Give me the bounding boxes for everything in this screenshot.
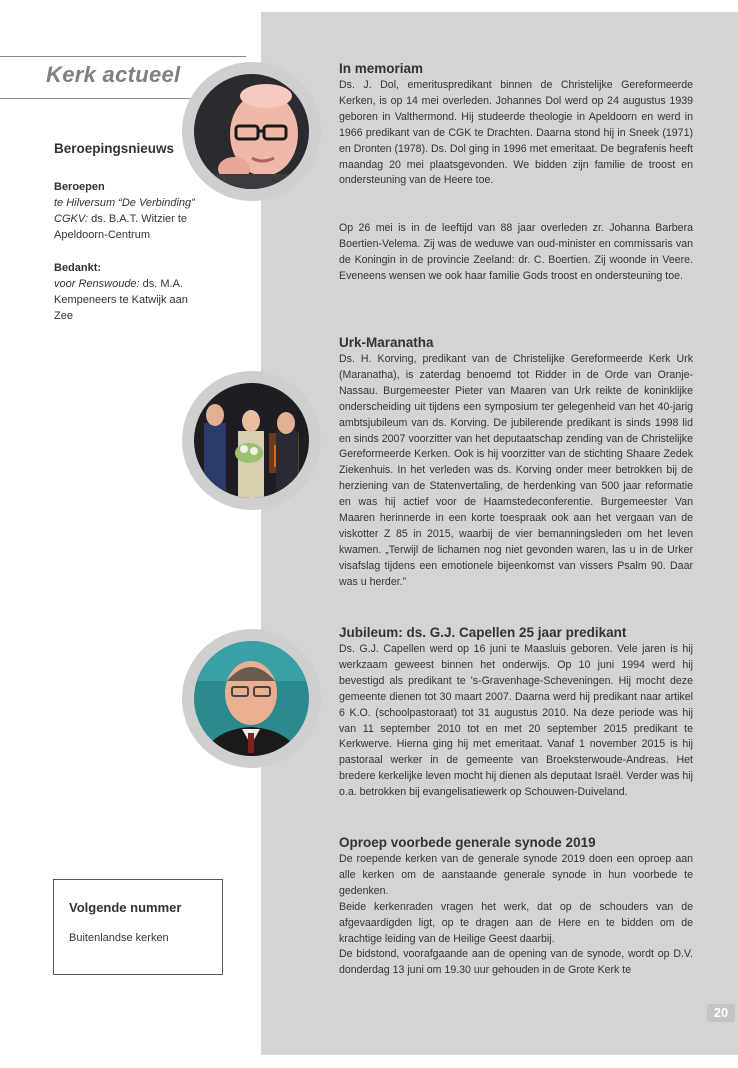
header-rule-top	[0, 56, 246, 57]
section-title: Kerk actueel	[46, 62, 181, 87]
portrait-dol	[194, 74, 309, 189]
article-synode-p2: Beide kerkenraden vragen het werk, dat op de schouders van de afgevaardigden ligt, op te dragen aan de Here en te bidden om de krachtige leiding van de Heilige Geest daarbij.	[339, 900, 693, 945]
article-jubileum	[339, 624, 693, 801]
photo-ring-dol	[182, 62, 321, 201]
article-title-synode: Oproep voorbede generale synode 2019	[339, 835, 596, 850]
article-title-urk: Urk-Maranatha	[339, 335, 434, 350]
bedankt-label: Bedankt:	[54, 262, 102, 274]
article-synode-p1: De roepende kerken van de generale synode 2019 doen een oproep aan alle kerken om de aanstaande generale synode in hun voorbede te gedenken.	[339, 853, 693, 897]
next-issue-topic: Buitenlandse kerken	[69, 932, 169, 944]
article-synode	[339, 834, 693, 979]
article-memoriam-p2: Op 26 mei is in de leeftijd van 88 jaar overleden zr. Johanna Barbera Boertien-Velema. Zij was de weduwe van oud-minister en commissaris van de Koningin in de provincie Zeeland: dr. C. Boertien. Zij woonde in Veere. Eveneens wensen we ook haar familie Gods troost en ondersteuning toe.	[339, 222, 693, 283]
article-title-jubileum: Jubileum: ds. G.J. Capellen 25 jaar predikant	[339, 625, 627, 640]
next-issue-title: Volgende nummer	[69, 900, 182, 915]
beroepen-name: ds. B.A.T. Witzier te Apeldoorn-Centrum	[54, 213, 188, 241]
photo-ring-capellen	[182, 629, 321, 768]
photo-ring-korving	[182, 371, 321, 510]
article-urk-maranatha	[339, 334, 693, 591]
beroepen-label: Beroepen	[54, 181, 105, 193]
bedankt-place: voor Renswoude:	[54, 278, 140, 290]
article-urk-p1: Ds. H. Korving, predikant van de Christelijke Gereformeerde Kerk Urk (Maranatha), is zaterdag benoemd tot Ridder in de Orde van Oranje-Nassau. Burgemeester Pieter van Maaren van Urk reikte de koninklijke onderscheiding uit tijdens een symposium ter gelegenheid van het 40-jarig ambtsjubileum van ds. Korving. De jubilerende predikant is sinds 1998 lid en sinds 2007 voorzitter van het deputaatschap zending van de Christelijke Gereformeerde Kerken. Ook is hij voorzitter van de stichting Shaare Zedek Ziekenhuis. In het verleden was ds. Korving onder meer betrokken bij de herziening van de Statenvertaling, de herdenking van 500 jaar reformatie en was hij actief voor de Haamstedeconferentie. Burgemeester Van Maaren herinnerde in een korte toespraak ook aan het vergaan van de viskotter Z 85 in 2015, waarbij de vier bemanningsleden om het leven kwamen. „Terwijl de lichamen nog niet gevonden waren, las u in de Urker visafslag tijdens een emotionele bijeenkomst van vissers Psalm 90. Daar was u herder.”	[339, 353, 693, 588]
photo-korving-ceremony	[194, 383, 309, 498]
article-jubileum-p1: Ds. G.J. Capellen werd op 16 juni te Maasluis geboren. Vele jaren is hij werkzaam geweest binnen het onderwijs. Op 10 juni 1994 werd hij bevestigd als predikant te 's-Gravenhage-Scheveningen. Hij mocht deze gemeente dienen tot 30 maart 2007. Daarna werd hij predikant naar artikel 6 K.O. (schoolpastoraat) tot 31 augustus 2010. Na deze periode was hij van 11 september 2010 tot en met 20 september 2015 predikant te Kerkwerve. Hierna ging hij met emeritaat. Vanaf 1 november 2015 is hij pastoraal werker in de gemeente van Broeksterwoude-Andreas. Het bredere kerkelijke leven mocht hij dienen als deputaat Israël. Verder was hij o.a. betrokken bij evangelisatiewerk op Schouwen-Duiveland.	[339, 643, 693, 799]
next-issue-box	[53, 879, 223, 975]
article-in-memoriam	[339, 60, 693, 285]
sidebar-heading: Beroepingsnieuws	[54, 141, 175, 156]
portrait-capellen	[194, 641, 309, 756]
article-title-memoriam: In memoriam	[339, 61, 424, 76]
article-synode-p3: De bidstond, voorafgaande aan de opening van de synode, wordt op D.V. donderdag 13 juni om 19.30 uur gehouden in de Grote Kerk te	[339, 948, 693, 977]
page-number: 20	[707, 1004, 735, 1022]
beroepen-place: te Hilversum “De Verbinding” CGKV:	[54, 197, 195, 225]
article-memoriam-p1: Ds. J. Dol, emerituspredikant binnen de Christelijke Gereformeerde Kerken, is op 14 mei overleden. Johannes Dol werd op 24 augustus 1939 geboren in Valthermond. Hij studeerde theologie in Apeldoorn en werd in 1966 predikant van de CGK te Drachten. Daarna stond hij in Sneek (1971) en Dronten (1978). Ds. Dol ging in 1996 met emeritaat. De begrafenis heeft maandag 20 mei plaatsgevonden. We bidden zijn familie de troost en ondersteuning van de Heere toe.	[339, 79, 693, 187]
beroepingsnieuws-sidebar	[54, 141, 204, 324]
bedankt-name: ds. M.A. Kempeneers te Katwijk aan Zee	[54, 278, 188, 322]
